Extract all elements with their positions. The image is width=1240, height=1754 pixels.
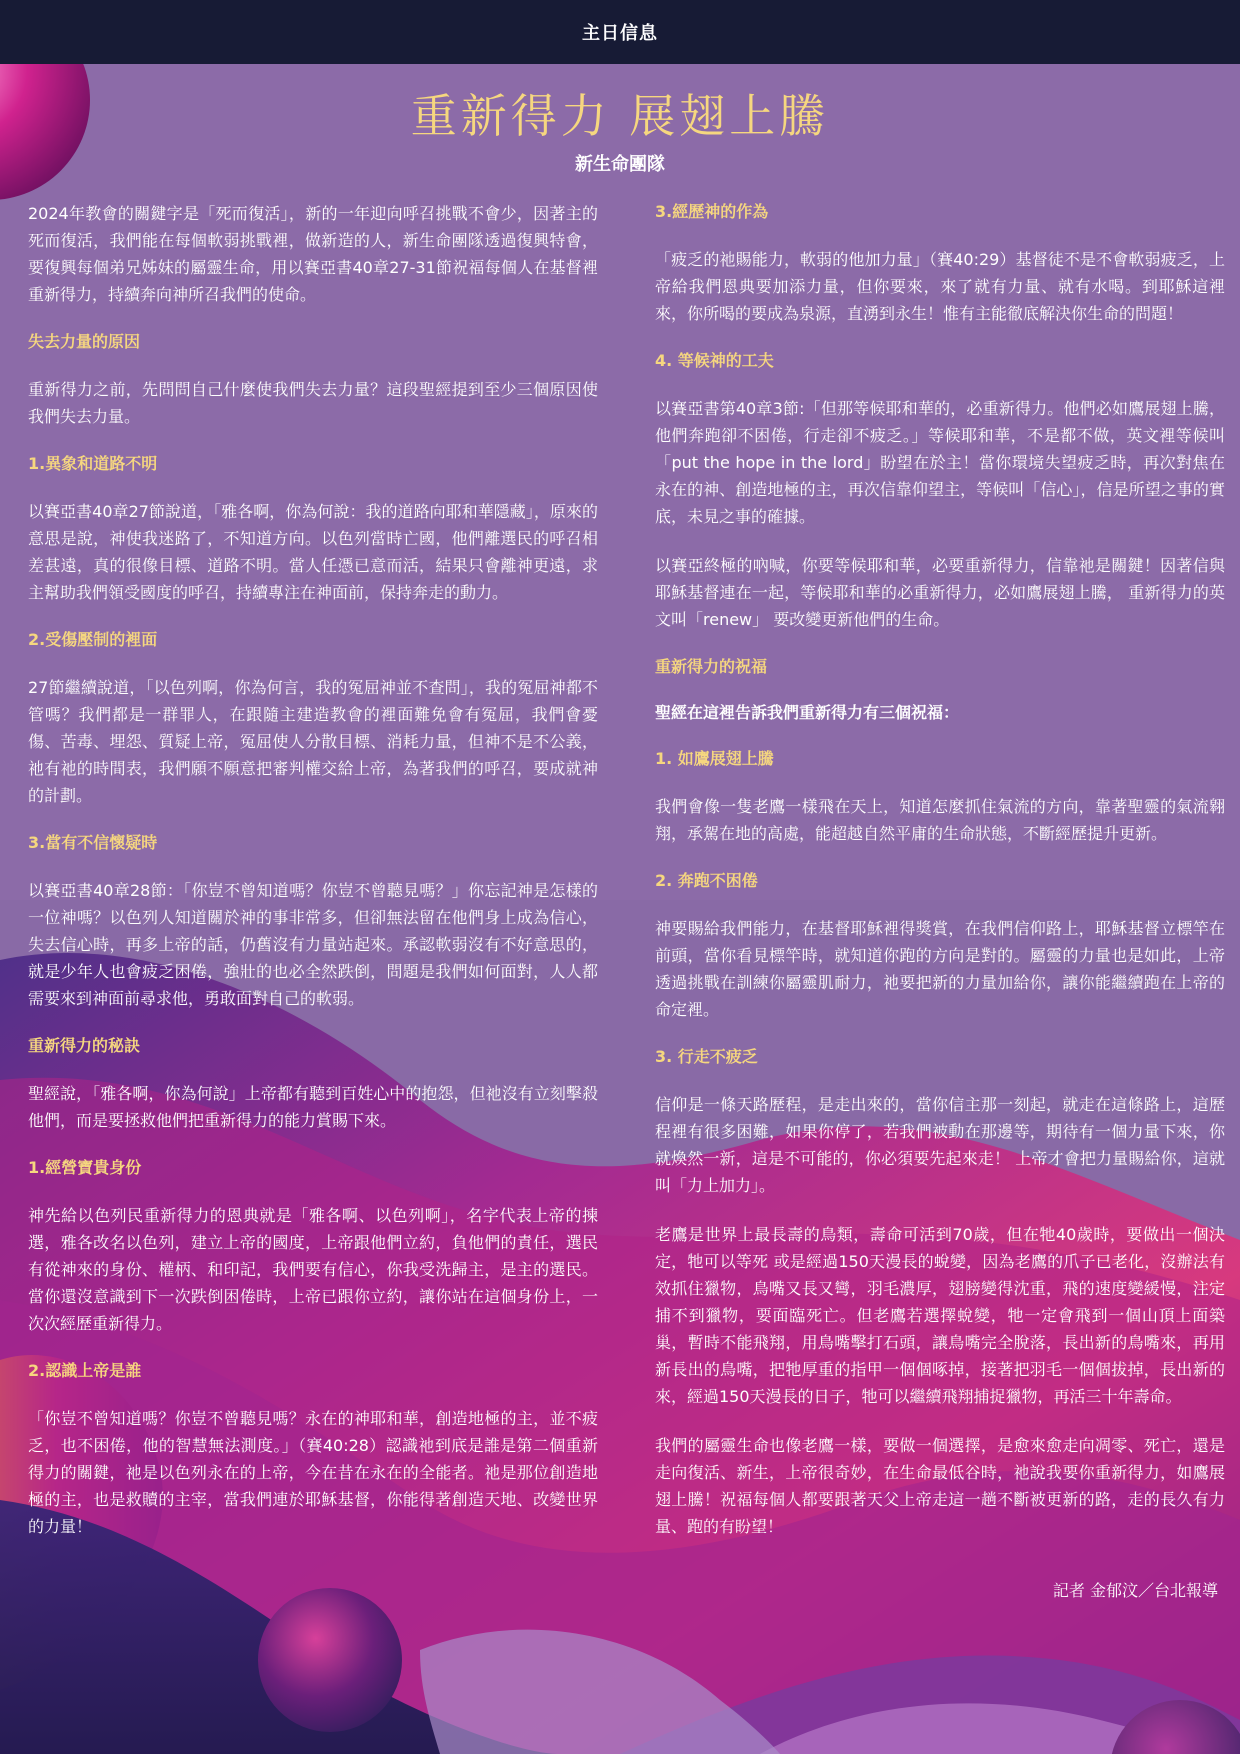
body-paragraph: 「你豈不曾知道嗎？你豈不曾聽見嗎？永在的神耶和華，創造地極的主，並不疲乏，也不困倦，他的智慧無法測度。」（賽40:28）認識祂到底是誰是第二個重新得力的關鍵，祂是以色列永在的上帝，今在昔在永在的全能者。祂是那位創造地極的主，也是救贖的主宰，當我們連於耶穌基督，你能得著創造天地、改變世界的力量！ <box>28 1409 598 1536</box>
sub-heading: 4. 等候神的工夫 <box>655 351 774 370</box>
body-paragraph: 以賽亞書40章28節：「你豈不曾知道嗎？你豈不曾聽見嗎？」你忘記神是怎樣的一位神嗎？以色列人知道關於神的事非常多，但卻無法留在他們身上成為信心，失去信心時，再多上帝的話，仍舊沒有力量站起來。承認軟弱沒有不好意思的，就是少年人也會疲乏困倦，強壯的也必全然跌倒，問題是我們如何面對，人人都需要來到神面前尋求他，勇敢面對自己的軟弱。 <box>28 881 598 1008</box>
article-title: 重新得力 展翅上騰 <box>410 89 830 143</box>
body-paragraph: 神要賜給我們能力，在基督耶穌裡得獎賞，在我們信仰路上，耶穌基督立標竿在前頭，當你看見標竿時，就知道你跑的方向是對的。屬靈的力量也是如此，上帝透過挑戰在訓練你屬靈肌耐力，祂要把新的力量加給你，讓你能繼續跑在上帝的命定裡。 <box>655 919 1225 1019</box>
body-paragraph: 老鷹是世界上最長壽的鳥類，壽命可活到70歲，但在牠40歲時，要做出一個決定，牠可以等死 或是經過150天漫長的蛻變，因為老鷹的爪子已老化，沒辦法有效抓住獵物，鳥嘴又長又彎，羽毛濃厚，翅膀變得沈重，飛的速度變緩慢，注定捕不到獵物，要面臨死亡。但老鷹若選擇蛻變，牠一定會飛到一個山頂上面築巢，暫時不能飛翔，用鳥嘴擊打石頭，讓鳥嘴完全脫落，長出新的鳥嘴來，再用新長出的鳥嘴，把牠厚重的指甲一個個啄掉，接著把羽毛一個個拔掉，長出新的來，經過150天漫長的日子，牠可以繼續飛翔捕捉獵物，再活三十年壽命。 <box>655 1225 1225 1406</box>
article-subtitle: 新生命團隊 <box>575 154 665 175</box>
sub-heading: 3. 行走不疲乏 <box>655 1047 758 1066</box>
body-paragraph: 重新得力之前，先問問自己什麼使我們失去力量？這段聖經提到至少三個原因使我們失去力量。 <box>28 380 598 426</box>
intro-paragraph: 2024年教會的關鍵字是「死而復活」，新的一年迎向呼召挑戰不會少，因著主的死而復活，我們能在每個軟弱挑戰裡，做新造的人，新生命團隊透過復興特會，要復興每個弟兄姊妹的屬靈生命，用以賽亞書40章27-31節祝福每個人在基督裡重新得力，持續奔向神所召我們的使命。 <box>28 204 598 304</box>
sub-heading: 1.異象和道路不明 <box>28 454 158 473</box>
byline: 記者 金郁汶／台北報導 <box>1052 1581 1218 1600</box>
section-heading: 重新得力的祝福 <box>655 657 768 676</box>
left-column <box>28 200 598 1562</box>
section-heading: 失去力量的原因 <box>28 332 141 351</box>
body-paragraph: 「疲乏的祂賜能力，軟弱的他加力量」（賽40:29）基督徒不是不會軟弱疲乏，上帝給我們恩典要加添力量，但你要來，來了就有力量、就有水喝。到耶穌這裡來，你所喝的要成為泉源，直湧到永生！惟有主能徹底解決你生命的問題！ <box>655 250 1225 323</box>
body-paragraph: 神先給以色列民重新得力的恩典就是「雅各啊、以色列啊」，名字代表上帝的揀選，雅各改名以色列，建立上帝的國度，上帝跟他們立約，負他們的責任，選民有從神來的身份、權柄、和印記，我們要有信心，你我受洗歸主，是主的選民。當你還沒意識到下一次跌倒困倦時，上帝已跟你立約，讓你站在這個身份上，一次次經歷重新得力。 <box>28 1206 598 1333</box>
section-header-bar <box>0 0 1240 64</box>
sub-heading: 1. 如鷹展翅上騰 <box>655 749 774 768</box>
sub-heading: 1.經營寶貴身份 <box>28 1158 142 1177</box>
body-paragraph: 以賽亞書第40章3節:「但那等候耶和華的，必重新得力。他們必如鷹展翅上騰，他們奔跑卻不困倦，行走卻不疲乏。」等候耶和華，不是都不做，英文裡等候叫「put the hope in the lord」盼望在於主！當你環境失望疲乏時，再次對焦在永在的神、創造地極的主，再次信靠仰望主，等候叫「信心」，信是所望之事的實底，未見之事的確據。 <box>655 399 1225 526</box>
sub-heading: 2.認識上帝是誰 <box>28 1361 142 1380</box>
body-paragraph: 我們的屬靈生命也像老鷹一樣，要做一個選擇，是愈來愈走向凋零、死亡，還是走向復活、新生，上帝很奇妙，在生命最低谷時，祂說我要你重新得力，如鷹展翅上騰！祝福每個人都要跟著天父上帝走這一趟不斷被更新的路，走的長久有力量、跑的有盼望！ <box>655 1436 1225 1536</box>
body-paragraph: 以賽亞終極的吶喊，你要等候耶和華，必要重新得力，信靠祂是關鍵！因著信與耶穌基督連在一起，等候耶和華的必重新得力，必如鷹展翅上騰， 重新得力的英文叫「renew」 要改變更新他們的生命。 <box>655 556 1225 629</box>
lead-heading: 聖經在這裡告訴我們重新得力有三個祝福： <box>655 703 960 722</box>
right-column <box>655 200 1225 1562</box>
sub-heading: 3.經歷神的作為 <box>655 202 769 221</box>
sub-heading: 2. 奔跑不困倦 <box>655 871 758 890</box>
sub-heading: 3.當有不信懷疑時 <box>28 833 158 852</box>
section-heading: 重新得力的秘訣 <box>28 1036 141 1055</box>
sub-heading: 2.受傷壓制的裡面 <box>28 630 158 649</box>
body-paragraph: 信仰是一條天路歷程，是走出來的，當你信主那一刻起，就走在這條路上，這歷程裡有很多困難，如果你停了，若我們被動在那邊等，期待有一個力量下來，你就煥然一新，這是不可能的，你必須要先起來走！ 上帝才會把力量賜給你，這就叫「力上加力」。 <box>655 1095 1225 1195</box>
body-paragraph: 以賽亞書40章27節說道，「雅各啊，你為何說：我的道路向耶和華隱藏」，原來的意思是說，神使我迷路了，不知道方向。以色列當時亡國，他們離選民的呼召相差甚遠，真的很像目標、道路不明。當人任憑已意而活，結果只會離神更遠，求主幫助我們領受國度的呼召，持續專注在神面前，保持奔走的動力。 <box>28 502 598 602</box>
section-label: 主日信息 <box>582 23 658 44</box>
body-paragraph: 聖經說，「雅各啊，你為何說」上帝都有聽到百姓心中的抱怨，但祂沒有立刻擊殺他們，而是要拯救他們把重新得力的能力賞賜下來。 <box>28 1084 598 1130</box>
body-paragraph: 我們會像一隻老鷹一樣飛在天上，知道怎麼抓住氣流的方向，靠著聖靈的氣流翱翔，承駕在地的高處，能超越自然平庸的生命狀態，不斷經歷提升更新。 <box>655 797 1225 843</box>
body-paragraph: 27節繼續說道，「以色列啊，你為何言，我的冤屈神並不查問」，我的冤屈神都不管嗎？我們都是一群罪人，在跟隨主建造教會的裡面難免會有冤屈，我們會憂傷、苦毒、埋怨、質疑上帝，冤屈使人分散目標、消耗力量，但神不是不公義，祂有祂的時間表，我們願不願意把審判權交給上帝，為著我們的呼召，要成就神的計劃。 <box>28 678 598 805</box>
